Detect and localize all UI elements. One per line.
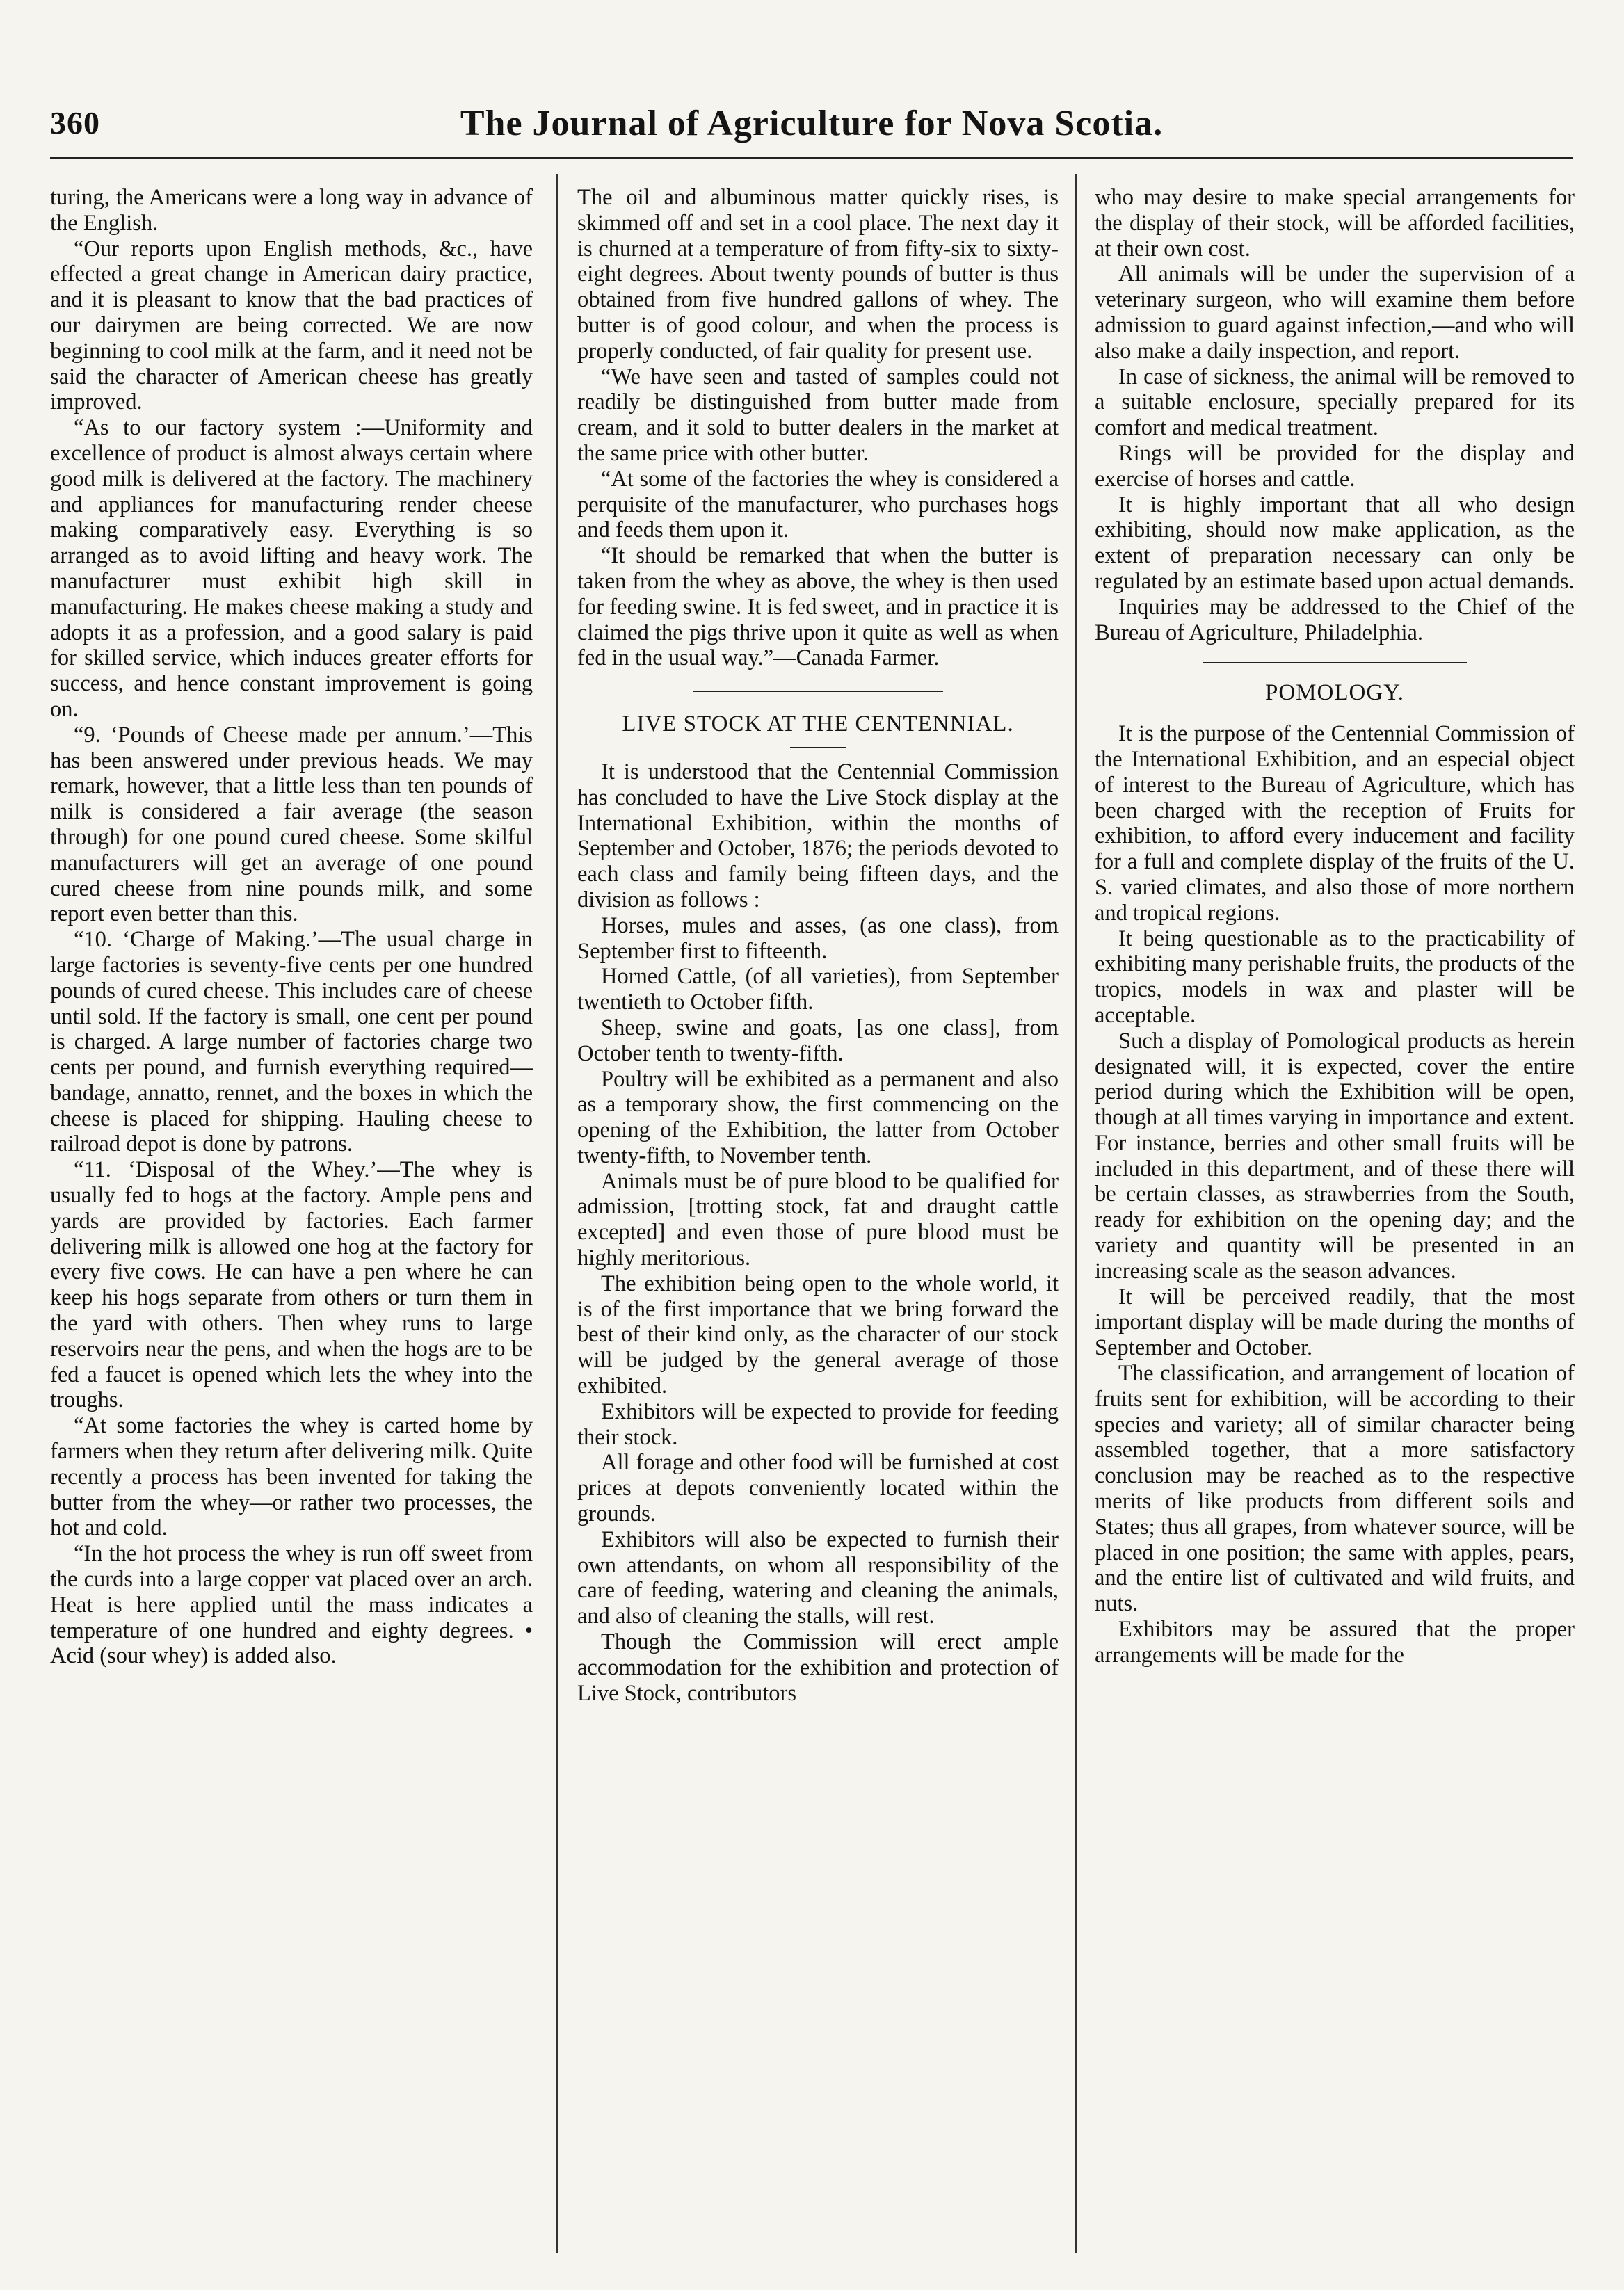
paragraph: The classification, and arrangement of location of fruits sent for exhibition, will be according to their species and variety; all of similar character being assembled together, that a more satisfactory conclusion may be reached as to the respective merits of like products from different soils and States; thus all grapes, from whatever source, will be placed in one position; the same with apples, pears, and the entire list of cultivated and wild fruits, and nuts.: [1095, 1361, 1575, 1617]
page-header: [50, 103, 1573, 143]
column-2: [577, 185, 1059, 1706]
paragraph: Exhibitors will be expected to provide for feeding their stock.: [577, 1398, 1059, 1450]
paragraph: “Our reports upon English methods, &c., have effected a great change in American dairy practice, and it is pleasant to know that the bad practices of our dairymen are being corrected. We are now beginning to cool milk at the farm, and it need not be said the character of American cheese has greatly improved.: [50, 236, 533, 415]
page-number: 360: [50, 105, 100, 140]
paragraph: It is highly important that all who design exhibiting, should now make application, as the extent of preparation necessary can only be regulated by an estimate based upon actual demands.: [1095, 492, 1575, 594]
paragraph: Animals must be of pure blood to be qualified for admission, [trotting stock, fat and draught cattle excepted] and even those of pure blood must be highly meritorious.: [577, 1168, 1059, 1271]
paragraph: “9. ‘Pounds of Cheese made per annum.’—This has been answered under previous heads. We may remark, however, that a little less than ten pounds of milk is considered a fair average (the season through) for one pound cured cheese. Some skilful manufacturers will get an average of one pound cured cheese from nine pounds milk, and some report even better than this.: [50, 722, 533, 927]
paragraph: The exhibition being open to the whole world, it is of the first importance that we bring forward the best of their kind only, as the character of our stock will be judged by the general average of those exhibited.: [577, 1271, 1059, 1399]
paragraph: It is understood that the Centennial Commission has concluded to have the Live Stock display at the International Exhibition, within the months of September and October, 1876; the periods devoted to each class and family being fifteen days, and the division as follows :: [577, 759, 1059, 912]
column-3: [1095, 185, 1575, 1668]
paragraph: All forage and other food will be furnished at cost prices at depots conveniently located within the grounds.: [577, 1450, 1059, 1527]
paragraph: The oil and albuminous matter quickly rises, is skimmed off and set in a cool place. The next day it is churned at a temperature of from fifty-six to sixty-eight degrees. About twenty pounds of butter is thus obtained from five hundred gallons of whey. The butter is of good colour, and when the process is properly conducted, of fair quality for present use.: [577, 185, 1059, 364]
column-1: [50, 185, 533, 1669]
paragraph: Though the Commission will erect ample accommodation for the exhibition and protection of Live Stock, contributors: [577, 1629, 1059, 1706]
paragraph: “At some factories the whey is carted home by farmers when they return after delivering milk. Quite recently a process has been invented for taking the butter from the whey—or rather two processes, the hot and cold.: [50, 1413, 533, 1541]
paragraph: “In the hot process the whey is run off sweet from the curds into a large copper vat placed over an arch. Heat is here applied until the mass indicates a temperature of one hundred and eighty degrees. • Acid (sour whey) is added also.: [50, 1541, 533, 1669]
column-divider: [1075, 174, 1077, 2253]
paragraph: turing, the Americans were a long way in advance of the English.: [50, 185, 533, 236]
header-rule: [50, 157, 1573, 159]
paragraph: Exhibitors may be assured that the proper arrangements will be made for the: [1095, 1617, 1575, 1668]
paragraph: “As to our factory system :—Uniformity and excellence of product is almost always certain where good milk is delivered at the factory. The machinery and appliances for manufacturing render cheese making comparatively easy. Everything is so arranged as to avoid lifting and heavy work. The manufacturer must exhibit high skill in manufacturing. He makes cheese making a study and adopts it as a profession, and a good salary is paid for skilled service, which induces greater efforts for success, and hence constant improvement is going on.: [50, 415, 533, 722]
paragraph: In case of sickness, the animal will be removed to a suitable enclosure, specially prepared for its comfort and medical treatment.: [1095, 364, 1575, 441]
paragraph: Sheep, swine and goats, [as one class], from October tenth to twenty-fifth.: [577, 1015, 1059, 1066]
section-divider: [1203, 662, 1467, 663]
paragraph: “We have seen and tasted of samples could not readily be distinguished from butter made from cream, and it sold to butter dealers in the market at the same price with other butter.: [577, 364, 1059, 466]
paragraph: Rings will be provided for the display and exercise of horses and cattle.: [1095, 440, 1575, 492]
paragraph: “10. ‘Charge of Making.’—The usual charge in large factories is seventy-five cents per one hundred pounds of cured cheese. This includes care of cheese until sold. If the factory is small, one cent per pound is charged. A large number of factories charge two cents per pound, and furnish everything required—bandage, annatto, rennet, and the boxes in which the cheese is placed for shipping. Hauling cheese to railroad depot is done by patrons.: [50, 927, 533, 1157]
paragraph: It will be perceived readily, that the most important display will be made during the months of September and October.: [1095, 1284, 1575, 1361]
paragraph: Such a display of Pomological products as herein designated will, it is expected, cover the entire period during which the Exhibition will be open, though at all times varying in importance and extent. For instance, berries and other small fruits will be included in this department, and of these there will be certain classes, as strawberries from the South, ready for exhibition on the opening day; and the variety and quantity will be presented in an increasing scale as the season advances.: [1095, 1028, 1575, 1284]
section-divider: [693, 691, 943, 692]
paragraph: “It should be remarked that when the butter is taken from the whey as above, the whey is then used for feeding swine. It is fed sweet, and in practice it is claimed the pigs thrive upon it quite as well as when fed in the usual way.”—Canada Farmer.: [577, 543, 1059, 671]
column-divider: [556, 174, 558, 2253]
paragraph: “11. ‘Disposal of the Whey.’—The whey is usually fed to hogs at the factory. Ample pens and yards are provided by factories. Each farmer delivering milk is allowed one hog at the factory for every five cows. He can have a pen where he can keep his hogs separate from others or turn them in the yard with others. Then whey runs to large reservoirs near the pens, and when the hogs are to be fed a faucet is opened which lets the whey into the troughs.: [50, 1157, 533, 1413]
paragraph: All animals will be under the supervision of a veterinary surgeon, who will examine them before admission to guard against infection,—and who will also make a daily inspection, and report.: [1095, 261, 1575, 364]
paragraph: Horses, mules and asses, (as one class), from September first to fifteenth.: [577, 912, 1059, 964]
paragraph: “At some of the factories the whey is considered a perquisite of the manufacturer, who purchases hogs and feeds them upon it.: [577, 466, 1059, 543]
section-heading-pomology: POMOLOGY.: [1264, 680, 1404, 706]
section-heading-live-stock: LIVE STOCK AT THE CENTENNIAL.: [622, 711, 1014, 737]
paragraph: It is the purpose of the Centennial Commission of the International Exhibition, and an especial object of interest to the Bureau of Agriculture, which has been charged with the reception of Fruits for exhibition, to afford every inducement and facility for a full and complete display of the fruits of the U. S. varied climates, and also those of more northern and tropical regions.: [1095, 721, 1575, 926]
heading-rule: [790, 747, 846, 748]
paragraph: Horned Cattle, (of all varieties), from September twentieth to October fifth.: [577, 964, 1059, 1015]
journal-title: The Journal of Agriculture for Nova Scotia.: [460, 104, 1164, 143]
paragraph: It being questionable as to the practicability of exhibiting many perishable fruits, the products of the tropics, models in wax and plaster will be acceptable.: [1095, 926, 1575, 1028]
paragraph: Inquiries may be addressed to the Chief of the Bureau of Agriculture, Philadelphia.: [1095, 594, 1575, 645]
paragraph: Exhibitors will also be expected to furnish their own attendants, on whom all responsibility of the care of feeding, watering and cleaning the animals, and also of cleaning the stalls, will rest.: [577, 1526, 1059, 1629]
paragraph: who may desire to make special arrangements for the display of their stock, will be afforded facilities, at their own cost.: [1095, 185, 1575, 261]
paragraph: Poultry will be exhibited as a permanent and also as a temporary show, the first commencing on the opening of the Exhibition, the latter from October twenty-fifth, to November tenth.: [577, 1066, 1059, 1168]
